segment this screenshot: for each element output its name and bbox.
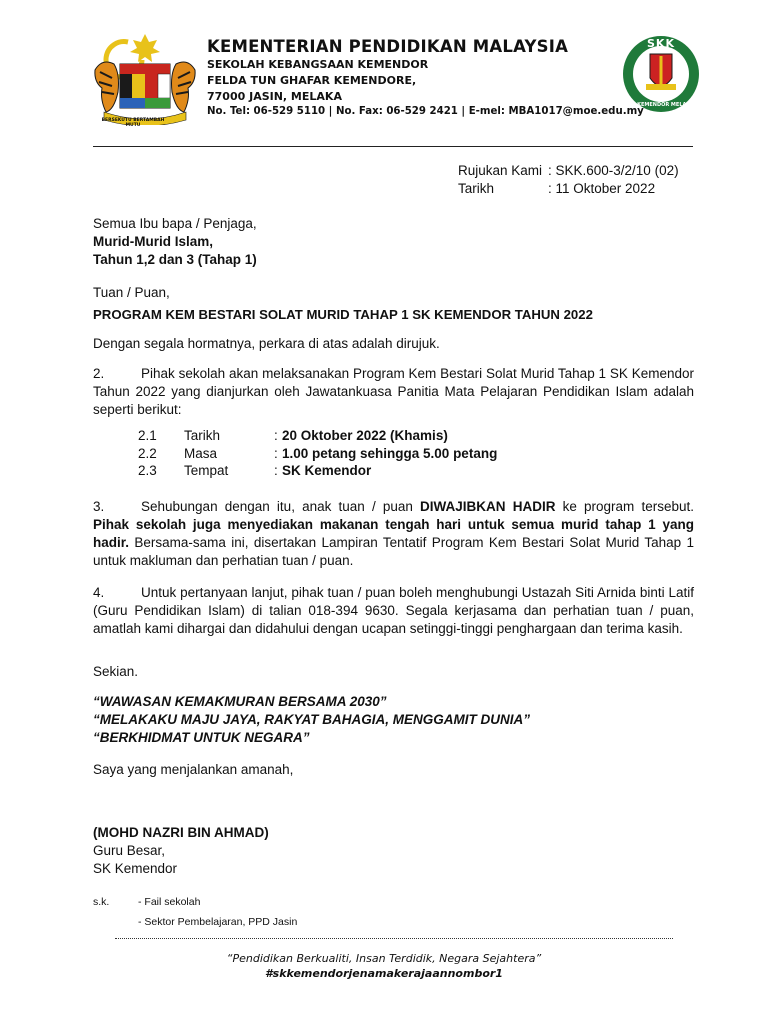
paragraph-number: 3. bbox=[93, 499, 105, 514]
detail-value: 20 Oktober 2022 (Khamis) bbox=[282, 428, 448, 443]
school-logo-ring-text: SK KEMENDOR MELAKA bbox=[627, 102, 695, 108]
detail-row-date bbox=[138, 428, 558, 446]
school-logo-initials: SKK bbox=[647, 37, 675, 50]
reference-value: : SKK.600-3/2/10 (02) bbox=[548, 163, 679, 178]
paragraph-4 bbox=[93, 584, 694, 638]
addressee-line-1: Semua Ibu bapa / Penjaga, bbox=[93, 216, 257, 231]
signatory-org: SK Kemendor bbox=[93, 861, 178, 876]
cc-item: - Fail sekolah bbox=[138, 896, 201, 908]
footer-divider bbox=[115, 938, 673, 939]
subject-title: PROGRAM KEM BESTARI SOLAT MURID TAHAP 1 SK KEMENDOR TAHUN 2022 bbox=[93, 307, 593, 322]
intro-text: Dengan segala hormatnya, perkara di atas adalah dirujuk. bbox=[93, 336, 440, 351]
detail-value: 1.00 petang sehingga 5.00 petang bbox=[282, 446, 498, 461]
addressee-line-3: Tahun 1,2 dan 3 (Tahap 1) bbox=[93, 252, 257, 267]
addressee-line-2: Murid-Murid Islam, bbox=[93, 234, 214, 249]
detail-number: 2.2 bbox=[138, 446, 157, 461]
address-line-2: 77000 JASIN, MELAKA bbox=[207, 90, 342, 103]
detail-colon: : bbox=[274, 463, 278, 478]
detail-value: SK Kemendor bbox=[282, 463, 372, 478]
salutation: Tuan / Puan, bbox=[93, 285, 170, 300]
reference-row bbox=[458, 163, 679, 178]
paragraph-2-text: Pihak sekolah akan melaksanakan Program Kem Bestari Solat Murid Tahap 1 SK Kemendor Tahun 2022 yang dianjurkan oleh Jawatankuasa Panitia Mata Pelajaran Pendidikan Islam adalah seperti berikut: bbox=[93, 366, 694, 417]
signatory-name: (MOHD NAZRI BIN AHMAD) bbox=[93, 825, 269, 840]
paragraph-3-text: Sehubungan dengan itu, anak tuan / puan bbox=[141, 499, 421, 514]
detail-number: 2.3 bbox=[138, 463, 157, 478]
footer-slogan: “Pendidikan Berkualiti, Insan Terdidik, Negara Sejahtera” bbox=[226, 952, 542, 965]
ministry-name: KEMENTERIAN PENDIDIKAN MALAYSIA bbox=[207, 37, 569, 56]
coat-of-arms-logo bbox=[90, 30, 200, 125]
footer-hashtag: #skkemendorjenamakerajaannombor1 bbox=[265, 967, 503, 980]
address-line-1: FELDA TUN GHAFAR KEMENDORE, bbox=[207, 74, 417, 87]
date-value: : 11 Oktober 2022 bbox=[548, 181, 656, 196]
motto-line: “MELAKAKU MAJU JAYA, RAKYAT BAHAGIA, MENGGAMIT DUNIA” bbox=[93, 712, 530, 727]
paragraph-3 bbox=[93, 498, 694, 570]
motto-line: “WAWASAN KEMAKMURAN BERSAMA 2030” bbox=[93, 694, 387, 709]
mandatory-attendance-text: DIWAJIBKAN HADIR bbox=[420, 499, 556, 514]
paragraph-4-text: Untuk pertanyaan lanjut, pihak tuan / puan boleh menghubungi Ustazah Siti Arnida binti Latif (Guru Pendidikan Islam) di talian 018-394 9630. Segala kerjasama dan perhatian tuan / puan, amatlah kami dihargai dan didahului dengan ucapan setinggi-tinggi penghargaan dan terima kasih. bbox=[93, 585, 694, 636]
lunch-provided-text: Pihak sekolah juga menyediakan makanan tengah hari untuk semua murid tahap 1 yang hadir. bbox=[93, 517, 694, 550]
paragraph-number: 2. bbox=[93, 366, 105, 381]
detail-label: Masa bbox=[184, 446, 218, 461]
detail-colon: : bbox=[274, 446, 278, 461]
school-name: SEKOLAH KEBANGSAAN KEMENDOR bbox=[207, 58, 429, 71]
cc-label: s.k. bbox=[93, 896, 110, 908]
date-row bbox=[458, 181, 655, 196]
detail-row-time bbox=[138, 446, 558, 464]
detail-number: 2.1 bbox=[138, 428, 157, 443]
closing-text: Sekian. bbox=[93, 664, 139, 679]
detail-label: Tarikh bbox=[184, 428, 221, 443]
cc-item: - Sektor Pembelajaran, PPD Jasin bbox=[138, 916, 298, 928]
contact-line: No. Tel: 06-529 5110 | No. Fax: 06-529 2421 | E-mel: MBA1017@moe.edu.my bbox=[207, 106, 644, 117]
paragraph-2 bbox=[93, 365, 694, 419]
paragraph-3-text: ke program tersebut. bbox=[555, 499, 694, 514]
motto-line: “BERKHIDMAT UNTUK NEGARA” bbox=[93, 730, 310, 745]
sign-off: Saya yang menjalankan amanah, bbox=[93, 762, 294, 777]
signatory-title: Guru Besar, bbox=[93, 843, 166, 858]
paragraph-number: 4. bbox=[93, 585, 105, 600]
header-divider bbox=[93, 146, 693, 147]
detail-colon: : bbox=[274, 428, 278, 443]
reference-label: Rujukan Kami bbox=[458, 163, 543, 178]
detail-label: Tempat bbox=[184, 463, 229, 478]
paragraph-3-text: Bersama-sama ini, disertakan Lampiran Tentatif Program Kem Bestari Solat Murid Tahap 1 untuk makluman dan perhatian tuan / puan. bbox=[93, 535, 694, 568]
date-label: Tarikh bbox=[458, 181, 495, 196]
coat-of-arms-motto: BERSEKUTU BERTAMBAH MUTU bbox=[101, 118, 165, 128]
detail-row-venue bbox=[138, 463, 558, 481]
